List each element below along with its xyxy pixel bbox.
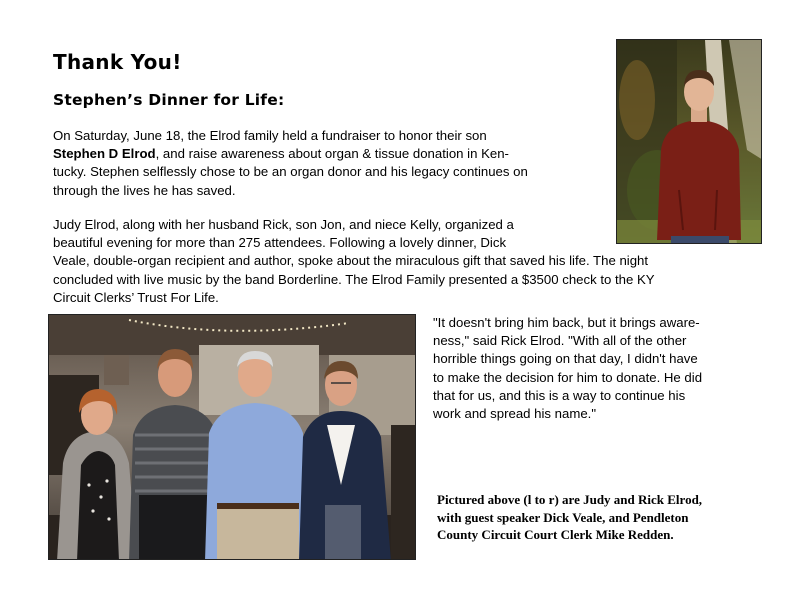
- photo-caption: [437, 491, 787, 544]
- stephen-portrait-photo: [616, 39, 762, 244]
- intro-line-4: through the lives he has saved.: [53, 182, 236, 198]
- quote-line-6: work and spread his name.": [433, 406, 597, 422]
- intro-line-3: tucky. Stephen selflessly chose to be an organ donor and his legacy continues on: [53, 164, 528, 180]
- quote-line-5: that for us, and this is a way to continue his: [433, 387, 686, 403]
- intro-paragraph: [53, 127, 618, 200]
- rick-quote: [433, 314, 763, 423]
- event-line-1: Judy Elrod, along with her husband Rick, son Jon, and niece Kelly, organized a: [53, 217, 514, 232]
- caption-line-2: with guest speaker Dick Veale, and Pendleton: [437, 509, 689, 525]
- event-line-4: concluded with live music by the band Borderline. The Elrod Family presented a $3500 check to the KY: [53, 271, 655, 287]
- quote-line-4: to make the decision for him to donate. He did: [433, 369, 703, 385]
- page-title: Thank You!: [53, 50, 182, 74]
- intro-line-2-rest: , and raise awareness about organ & tissue donation in Ken-: [155, 146, 509, 162]
- caption-line-1: Pictured above (l to r) are Judy and Rick Elrod,: [437, 492, 703, 507]
- event-line-3: Veale, double-organ recipient and author, spoke about the miraculous gift that saved his life. The night: [53, 253, 649, 269]
- group-event-photo: [48, 314, 416, 560]
- event-line-2: beautiful evening for more than 275 attendees. Following a lovely dinner, Dick: [53, 235, 507, 251]
- group-photo-illustration: [49, 315, 416, 560]
- intro-line-2: [53, 145, 618, 163]
- stephen-name: Stephen D Elrod: [53, 146, 156, 162]
- page-subtitle: Stephen’s Dinner for Life:: [53, 91, 285, 109]
- quote-line-2: ness," said Rick Elrod. "With all of the other: [433, 333, 687, 349]
- event-line-5: Circuit Clerks’ Trust For Life.: [53, 289, 219, 305]
- quote-line-3: horrible things going on that day, I didn't have: [433, 351, 698, 367]
- portrait-illustration: [617, 40, 762, 244]
- intro-line-1: On Saturday, June 18, the Elrod family held a fundraiser to honor their son: [53, 128, 487, 143]
- quote-line-1: "It doesn't bring him back, but it brings aware-: [433, 315, 700, 330]
- caption-line-3: County Circuit Court Clerk Mike Redden.: [437, 527, 674, 543]
